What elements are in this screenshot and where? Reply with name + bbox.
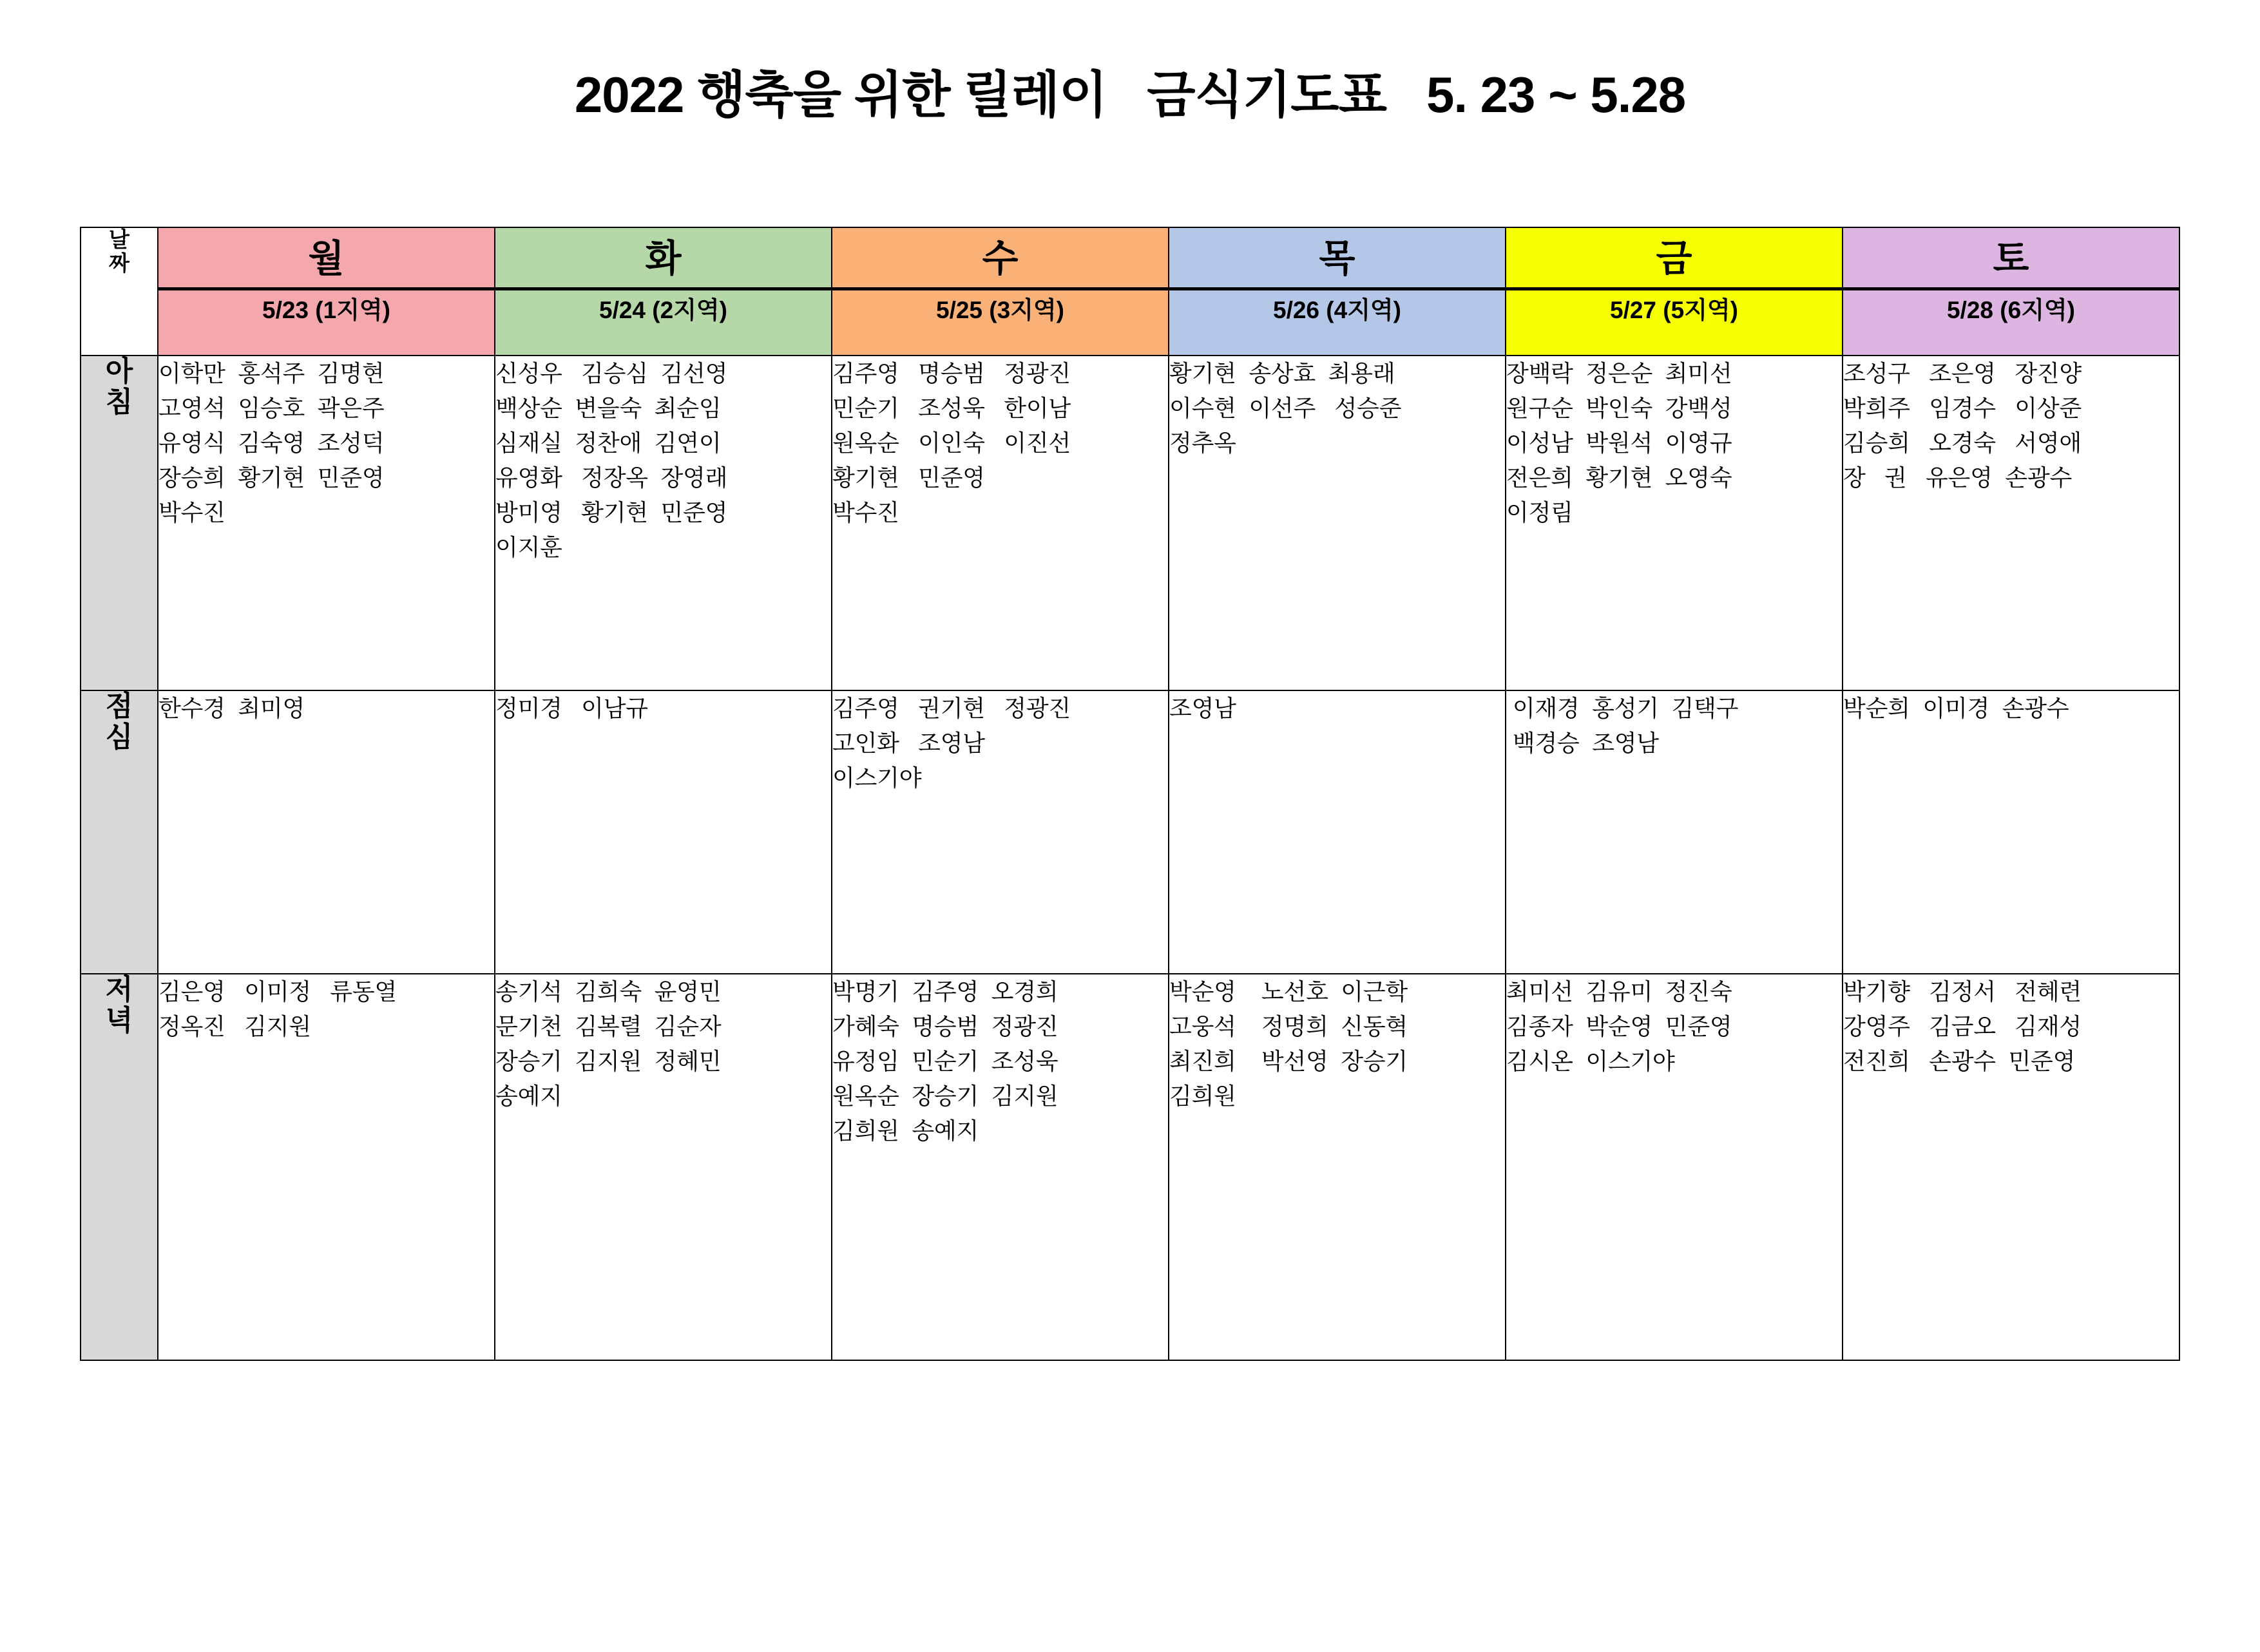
corner-label-line2: 짜: [109, 251, 129, 275]
cell-lunch-mon: 한수경 최미영: [158, 690, 495, 974]
corner-date-label: [81, 227, 158, 356]
row-label-morning: [81, 356, 158, 690]
cell-dinner-wed: 박명기 김주영 오경희 가혜숙 명승범 정광진 유정임 민순기 조성욱 원옥순 장승기 김지원 김희원 송예지: [832, 974, 1169, 1360]
table-row-date-headers: [81, 289, 2179, 356]
table-row-lunch: [81, 690, 2179, 974]
cell-morning-sat: 조성구 조은영 장진양 박희주 임경수 이상준 김승희 오경숙 서영애 장 권 유은영 손광수: [1843, 356, 2179, 690]
row-label-dinner-line2: 녁: [105, 1004, 133, 1036]
cell-morning-fri: 장백락 정은순 최미선 원구순 박인숙 강백성 이성남 박원석 이영규 전은희 황기현 오영숙 이정림: [1506, 356, 1843, 690]
day-header-sat: 토: [1843, 227, 2179, 289]
cell-lunch-wed: 김주영 권기현 정광진 고인화 조영남 이스기야: [832, 690, 1169, 974]
date-header-mon: 5/23 (1지역): [158, 289, 495, 356]
cell-lunch-fri: 이재경 홍성기 김택구 백경승 조영남: [1506, 690, 1843, 974]
date-header-sat: 5/28 (6지역): [1843, 289, 2179, 356]
page-title: 2022 행축을 위한 릴레이 금식기도표 5. 23 ~ 5.28: [574, 66, 1686, 123]
date-header-wed: 5/25 (3지역): [832, 289, 1169, 356]
cell-dinner-sat: 박기향 김정서 전혜련 강영주 김금오 김재성 전진희 손광수 민준영: [1843, 974, 2179, 1360]
row-label-dinner: [81, 974, 158, 1360]
day-header-tue: 화: [495, 227, 832, 289]
table-row-day-headers: [81, 227, 2179, 289]
cell-morning-wed: 김주영 명승범 정광진 민순기 조성욱 한이남 원옥순 이인숙 이진선 황기현 민준영 박수진: [832, 356, 1169, 690]
day-header-thu: 목: [1169, 227, 1506, 289]
cell-lunch-tue: 정미경 이남규: [495, 690, 832, 974]
fasting-prayer-schedule-table: [80, 227, 2180, 1361]
cell-dinner-fri: 최미선 김유미 정진숙 김종자 박순영 민준영 김시온 이스기야: [1506, 974, 1843, 1360]
row-label-dinner-line1: 저: [105, 974, 133, 1005]
cell-lunch-thu: 조영남: [1169, 690, 1506, 974]
row-label-lunch-line2: 심: [105, 721, 133, 753]
cell-morning-mon: 이학만 홍석주 김명현 고영석 임승호 곽은주 유영식 김숙영 조성덕 장승희 황기현 민준영 박수진: [158, 356, 495, 690]
date-header-fri: 5/27 (5지역): [1506, 289, 1843, 356]
date-header-tue: 5/24 (2지역): [495, 289, 832, 356]
day-header-fri: 금: [1506, 227, 1843, 289]
day-header-mon: 월: [158, 227, 495, 289]
row-label-morning-line1: 아: [105, 356, 133, 387]
corner-label-line1: 날: [109, 227, 129, 251]
cell-lunch-sat: 박순희 이미경 손광수: [1843, 690, 2179, 974]
table-row-morning: [81, 356, 2179, 690]
row-label-lunch-line1: 점: [105, 690, 133, 722]
cell-dinner-thu: 박순영 노선호 이근학 고웅석 정명희 신동혁 최진희 박선영 장승기 김희원: [1169, 974, 1506, 1360]
row-label-lunch: [81, 690, 158, 974]
row-label-morning-line2: 침: [105, 386, 133, 418]
cell-dinner-tue: 송기석 김희숙 윤영민 문기천 김복렬 김순자 장승기 김지원 정혜민 송예지: [495, 974, 832, 1360]
date-header-thu: 5/26 (4지역): [1169, 289, 1506, 356]
day-header-wed: 수: [832, 227, 1169, 289]
cell-dinner-mon: 김은영 이미정 류동열 정옥진 김지원: [158, 974, 495, 1360]
document-page: [0, 55, 2260, 1652]
schedule-table-wrapper: [80, 227, 2180, 1361]
cell-morning-thu: 황기현 송상효 최용래 이수현 이선주 성승준 정추옥: [1169, 356, 1506, 690]
table-row-dinner: [81, 974, 2179, 1360]
cell-morning-tue: 신성우 김승심 김선영 백상순 변을숙 최순임 심재실 정찬애 김연이 유영화 정장옥 장영래 방미영 황기현 민준영 이지훈: [495, 356, 832, 690]
